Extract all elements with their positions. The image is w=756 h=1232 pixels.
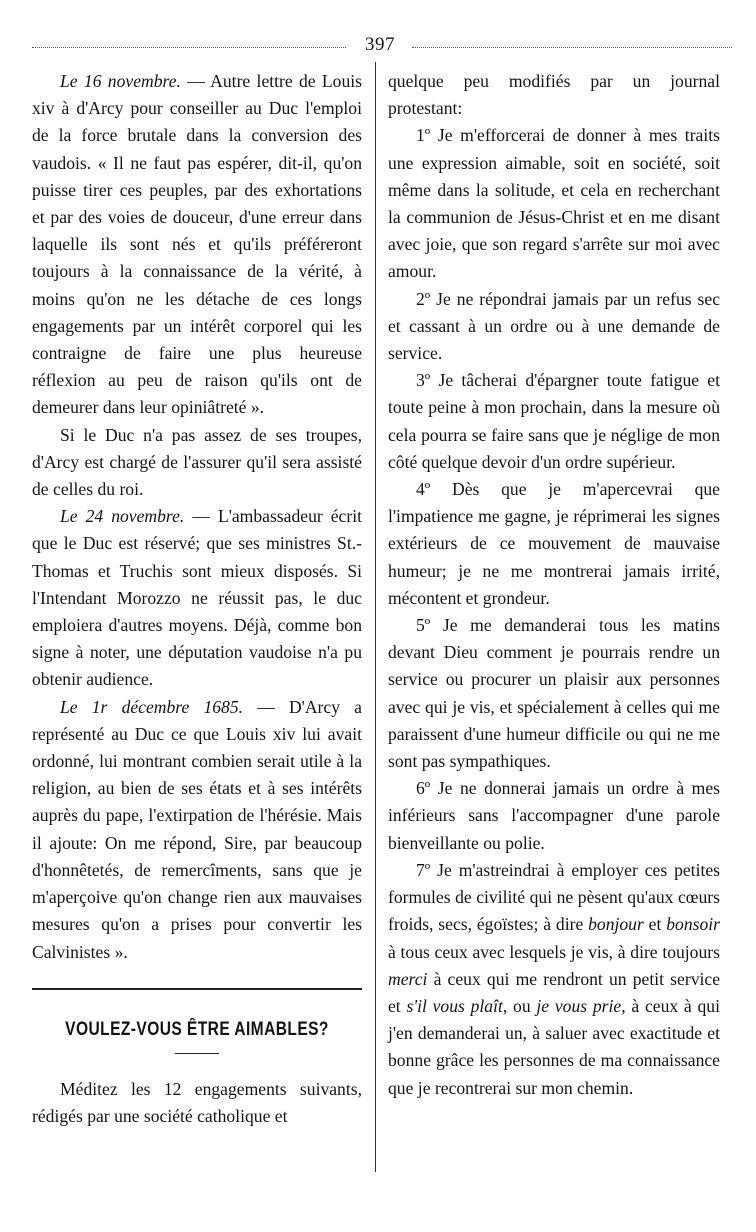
left-column	[32, 68, 362, 1130]
engagement-4: 4º Dès que je m'apercevrai que l'impatience me gagne, je réprimerai les signes extérieurs de ce mouvement de mauvaise humeur; je ne me montrerai jamais irrité, mécontent et grondeur.	[388, 479, 720, 608]
italic-bonjour: bonjour	[588, 914, 644, 935]
paragraph-continuation: quelque peu modifiés par un journal protestant:	[388, 71, 720, 119]
paragraph-meditez: Méditez les 12 engagements suivants, rédigés par une société catholique et	[32, 1078, 362, 1127]
date-label: Le 24 novembre.	[60, 506, 185, 527]
italic-je-vous-prie: je vous prie	[536, 995, 622, 1016]
right-column	[388, 68, 720, 1102]
paragraph-24-novembre	[32, 503, 362, 693]
engagement-6: 6º Je ne donnerai jamais un ordre à mes inférieurs sans l'accompagner d'une parole bienveillante ou polie.	[388, 778, 720, 853]
header-dotted-rule-right	[412, 47, 732, 48]
paragraph-text: — D'Arcy a représenté au Duc ce que Louis xiv lui avait ordonné, lui montrant combien serait utile à la religion, au bien de ses états et à ses intérêts auprès du pape, l'extirpation de l'hérésie. Mais il ajoute: On me répond, Sire, par beaucoup d'honnêtetés, de remercîments, sans que je m'aperçoive qu'on change rien aux mauvaises mesures qu'on a prises pour convertir les Calvinistes ».	[32, 696, 362, 962]
engagement-2: 2º Je ne répondrai jamais par un refus sec et cassant à un ordre ou à une demande de service.	[388, 288, 720, 364]
paragraph-16-novembre	[32, 68, 362, 422]
engagement-5: 5º Je me demanderai tous les matins devant Dieu comment je pourrais rendre un service ou procurer un plaisir aux personnes avec qui je vis, et spécialement à celles qui me paraissent d'une humeur difficile ou qui ne me sont pas sympathiques.	[388, 615, 720, 772]
italic-sil-vous-plait: s'il vous plaît	[406, 995, 503, 1016]
text-segment: , à ceux à qui j'en demanderai un, à saluer avec exactitude et bonne grâce les personnes de ma connaissance que je recontrerai sur mon chemin.	[388, 995, 720, 1098]
italic-bonsoir: bonsoir	[666, 914, 720, 935]
paragraph-1-decembre	[32, 694, 362, 966]
page-number: 397	[365, 34, 395, 55]
text-segment: , ou	[502, 995, 537, 1016]
engagement-7	[388, 857, 720, 1102]
text-segment: 7º Je m'astreindrai à employer ces petites formules de civilité qui ne pèsent qu'aux cœurs froids, secs, égoïstes; à dire	[388, 859, 720, 935]
page-header	[32, 34, 732, 56]
title-dash	[175, 1053, 219, 1054]
engagement-3: 3º Je tâcherai d'épargner toute fatigue et toute peine à mon prochain, dans la mesure où cela pourra se faire sans que je néglige de mon côté quelque devoir d'un ordre supérieur.	[388, 370, 720, 472]
text-segment: et	[643, 914, 667, 935]
column-divider	[375, 62, 376, 1172]
section-separator	[32, 988, 362, 990]
italic-merci: merci	[388, 968, 428, 989]
date-label: Le 1r décembre 1685.	[60, 696, 244, 717]
paragraph-text: — Autre lettre de Louis xiv à d'Arcy pour conseiller au Duc l'emploi de la force brutale dans la conversion des vaudois. « Il ne faut pas espérer, dit-il, qu'on puisse tirer ces peuples, par des exhortations et par des voies de douceur, d'une erreur dans laquelle ils sont nés et qu'ils préféreront toujours à la connaissance de la vérité, à moins qu'on ne les détache de ces longs engagements par un intérêt corporel qui les contraigne de faire une plus heureuse réflexion au peu de raison qu'ils ont de demeurer dans leur opiniâtreté ».	[32, 71, 362, 418]
date-label: Le 16 novembre.	[60, 71, 181, 91]
header-dotted-rule-left	[32, 47, 346, 48]
text-segment: à ceux qui me rendront un petit service et	[388, 968, 720, 1016]
text-segment: à tous ceux avec lesquels je vis, à dire toujours	[388, 941, 720, 962]
paragraph-troupes: Si le Duc n'a pas assez de ses troupes, d'Arcy est chargé de l'assurer qu'il sera assisté de celles du roi.	[32, 424, 362, 500]
paragraph-text: — L'ambassadeur écrit que le Duc est réservé; que ses ministres St.-Thomas et Truchis sont mieux disposés. Si l'Intendant Morozzo ne réussit pas, le duc emploiera d'autres moyens. Déjà, comme bon signe à noter, une députation vaudoise n'a pu obtenir audience.	[32, 506, 362, 690]
engagement-1: 1º Je m'efforcerai de donner à mes traits une expression aimable, soit en société, soit même dans la solitude, et cela en recherchant la communion de Jésus-Christ et en me disant avec joie, que son regard s'arrête sur moi avec amour.	[388, 125, 720, 282]
section-title: VOULEZ-VOUS ÊTRE AIMABLES?	[65, 1018, 329, 1040]
